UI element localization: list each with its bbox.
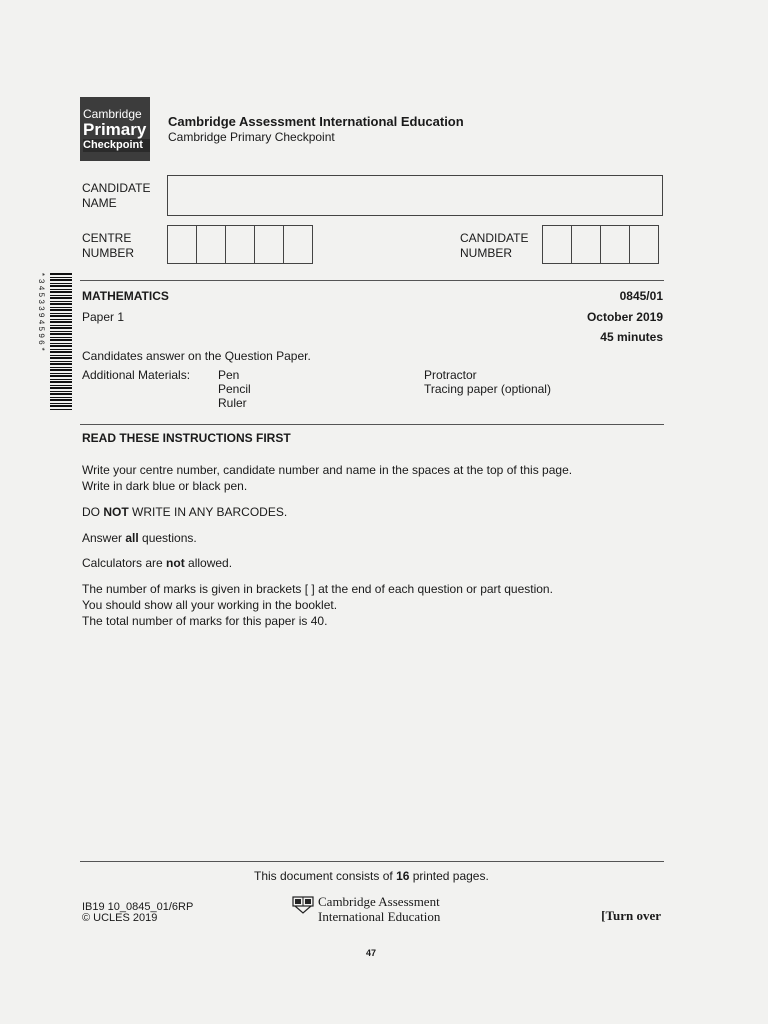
centre-number-cell[interactable] bbox=[283, 225, 313, 264]
org-subtitle: Cambridge Primary Checkpoint bbox=[168, 130, 335, 144]
page-number: 47 bbox=[366, 948, 377, 958]
cambridge-crest-icon bbox=[292, 896, 314, 914]
candidate-number-field[interactable] bbox=[543, 225, 659, 264]
candidate-number-label-line-1: CANDIDATE bbox=[460, 231, 529, 245]
material-item: Protractor bbox=[424, 368, 477, 382]
instruction-text: Answer bbox=[82, 531, 126, 545]
subject: MATHEMATICS bbox=[82, 289, 169, 303]
centre-number-cell[interactable] bbox=[196, 225, 226, 264]
candidate-number-label bbox=[460, 231, 528, 261]
instruction-line: Write your centre number, candidate number and name in the spaces at the top of this page. bbox=[82, 463, 573, 477]
instruction-text: questions. bbox=[138, 531, 197, 545]
material-item: Ruler bbox=[218, 396, 247, 410]
material-item: Pen bbox=[218, 368, 240, 382]
org-name: Cambridge Assessment International Education bbox=[168, 114, 464, 129]
cambridge-assessment-line-2: International Education bbox=[318, 909, 441, 924]
divider bbox=[80, 861, 664, 862]
candidate-number-cell[interactable] bbox=[629, 225, 659, 264]
candidate-number-cell[interactable] bbox=[542, 225, 572, 264]
candidate-number-label-line-2: NUMBER bbox=[460, 246, 513, 260]
candidate-name-label-line-2: NAME bbox=[82, 196, 117, 210]
instruction-emphasis: NOT bbox=[103, 505, 129, 519]
copyright: © UCLES 2019 bbox=[82, 912, 158, 924]
materials-list-2 bbox=[424, 368, 551, 396]
logo-line-1: Cambridge bbox=[83, 106, 142, 121]
instruction-emphasis: not bbox=[166, 556, 185, 570]
instruction-line bbox=[82, 556, 232, 570]
instruction-line: The total number of marks for this paper is 40. bbox=[82, 614, 328, 628]
divider bbox=[80, 280, 664, 281]
candidate-name-label bbox=[82, 181, 150, 211]
centre-number-cell[interactable] bbox=[167, 225, 197, 264]
candidate-name-field[interactable] bbox=[167, 175, 663, 216]
page-count-text: This document consists of bbox=[254, 869, 397, 883]
material-item: Tracing paper (optional) bbox=[424, 382, 551, 396]
instruction-line bbox=[82, 505, 287, 519]
instruction-line: You should show all your working in the booklet. bbox=[82, 598, 338, 612]
page-count-number: 16 bbox=[396, 869, 410, 883]
instruction-line: The number of marks is given in brackets [ ] at the end of each question or part question. bbox=[82, 582, 553, 596]
instruction-text: allowed. bbox=[184, 556, 233, 570]
paper-number: Paper 1 bbox=[82, 310, 125, 324]
logo-line-3: Checkpoint bbox=[83, 139, 150, 152]
instruction-text: WRITE IN ANY BARCODES. bbox=[128, 505, 288, 519]
page-count bbox=[254, 869, 489, 883]
instruction-line: Write in dark blue or black pen. bbox=[82, 479, 248, 493]
barcode-number: *3453394596* bbox=[36, 272, 45, 354]
candidate-number-cell[interactable] bbox=[600, 225, 630, 264]
barcode bbox=[50, 272, 72, 410]
paper-reference: IB19 10_0845_01/6RP bbox=[82, 901, 194, 913]
instructions-heading: READ THESE INSTRUCTIONS FIRST bbox=[82, 431, 291, 445]
answer-note: Candidates answer on the Question Paper. bbox=[82, 349, 311, 363]
divider bbox=[80, 424, 664, 425]
materials-label: Additional Materials: bbox=[82, 368, 191, 382]
cambridge-assessment-wordmark bbox=[318, 894, 440, 924]
paper-code: 0845/01 bbox=[619, 289, 663, 303]
materials-list-1 bbox=[218, 368, 251, 410]
instruction-line bbox=[82, 531, 197, 545]
logo-line-2: Primary bbox=[83, 119, 147, 139]
material-item: Pencil bbox=[218, 382, 251, 396]
instruction-text: DO bbox=[82, 505, 104, 519]
exam-duration: 45 minutes bbox=[600, 330, 663, 344]
cambridge-assessment-line-1: Cambridge Assessment bbox=[318, 894, 440, 909]
page-count-text: printed pages. bbox=[409, 869, 489, 883]
candidate-number-cell[interactable] bbox=[571, 225, 601, 264]
centre-number-cell[interactable] bbox=[254, 225, 284, 264]
centre-number-field[interactable] bbox=[168, 225, 313, 264]
centre-number-label-line-1: CENTRE bbox=[82, 231, 132, 245]
turn-over: [Turn over bbox=[601, 908, 661, 923]
instruction-emphasis: all bbox=[125, 531, 139, 545]
cambridge-primary-checkpoint-logo bbox=[80, 97, 150, 161]
candidate-name-label-line-1: CANDIDATE bbox=[82, 181, 151, 195]
centre-number-label-line-2: NUMBER bbox=[82, 246, 135, 260]
centre-number-label bbox=[82, 231, 134, 261]
cambridge-assessment-logo bbox=[292, 896, 314, 914]
exam-session: October 2019 bbox=[586, 310, 663, 324]
centre-number-cell[interactable] bbox=[225, 225, 255, 264]
instruction-text: Calculators are bbox=[82, 556, 167, 570]
